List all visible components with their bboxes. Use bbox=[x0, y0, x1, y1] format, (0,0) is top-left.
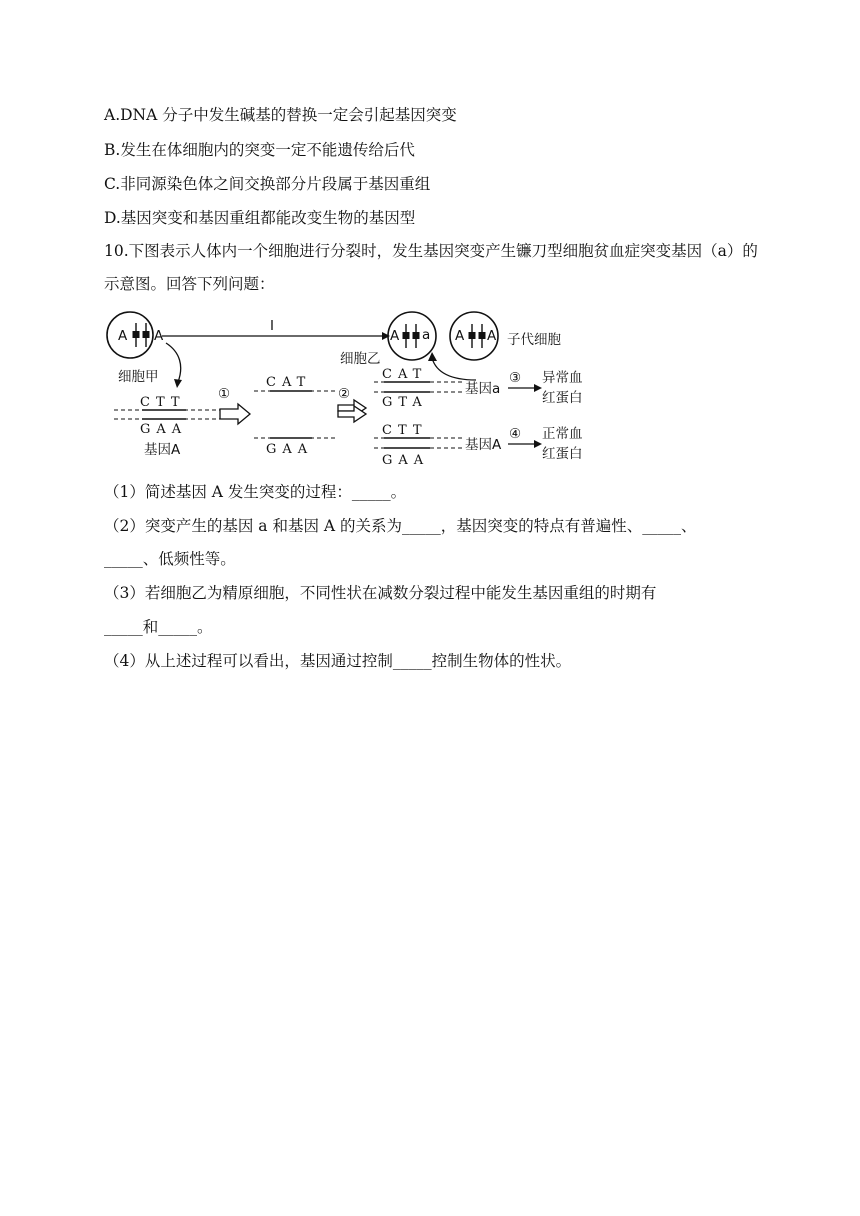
normal-hemoglobin-2: 红蛋白 bbox=[542, 446, 583, 462]
original-bottom-strand: GAA bbox=[140, 422, 188, 437]
separated-top-strand: CAT bbox=[266, 375, 312, 390]
curved-arrow-icon bbox=[166, 343, 181, 382]
step-3: ③ bbox=[509, 370, 522, 386]
hollow-arrow-icon bbox=[220, 404, 250, 424]
allele-A-4: A bbox=[455, 328, 465, 344]
allele-A-2: A bbox=[154, 328, 164, 344]
step-4: ④ bbox=[509, 426, 522, 442]
option-c: C.非同源染色体之间交换部分片段属于基因重组 bbox=[104, 175, 431, 193]
cell-yi-label: 细胞乙 bbox=[340, 351, 381, 367]
allele-A-5: A bbox=[487, 328, 497, 344]
sub-question-3-line-1: （3）若细胞乙为精原细胞，不同性状在减数分裂过程中能发生基因重组的时期有 bbox=[104, 584, 657, 602]
separated-bottom-strand: GAA bbox=[266, 442, 314, 457]
sub-question-2-line-1: （2）突变产生的基因 a 和基因 A 的关系为_____，基因突变的特点有普遍性、_____、 bbox=[104, 517, 697, 535]
arrow-I-label: Ⅰ bbox=[270, 318, 274, 334]
normal-top-strand: CTT bbox=[382, 423, 428, 438]
option-d: D.基因突变和基因重组都能改变生物的基因型 bbox=[104, 209, 416, 227]
step-1: ① bbox=[218, 386, 231, 402]
cell-jia-label: 细胞甲 bbox=[118, 369, 159, 385]
mutated-bottom-strand: GTA bbox=[382, 395, 428, 410]
daughter-cell-label: 子代细胞 bbox=[507, 332, 561, 348]
option-b: B.发生在体细胞内的突变一定不能遗传给后代 bbox=[104, 141, 415, 159]
abnormal-hemoglobin-1: 异常血 bbox=[542, 370, 583, 386]
allele-a: a bbox=[422, 327, 431, 343]
gene-A-right-label: 基因A bbox=[465, 437, 502, 453]
gene-a-label: 基因a bbox=[465, 381, 501, 397]
abnormal-hemoglobin-2: 红蛋白 bbox=[542, 390, 583, 406]
question-10-stem: 10.下图表示人体内一个细胞进行分裂时，发生基因突变产生镰刀型细胞贫血症突变基因（a）的示意图。回答下列问题： bbox=[104, 242, 758, 293]
normal-bottom-strand: GAA bbox=[382, 453, 430, 468]
mutated-top-strand: CAT bbox=[382, 367, 428, 382]
gene-A-label: 基因A bbox=[144, 442, 181, 458]
allele-A-3: A bbox=[390, 328, 400, 344]
gene-mutation-diagram bbox=[104, 306, 604, 474]
step-2: ② bbox=[338, 386, 351, 402]
original-top-strand: CTT bbox=[140, 395, 186, 410]
sub-question-2-line-2: _____、低频性等。 bbox=[104, 550, 236, 568]
sub-question-4: （4）从上述过程可以看出，基因通过控制_____控制生物体的性状。 bbox=[104, 652, 572, 670]
allele-A-1: A bbox=[118, 328, 128, 344]
sub-question-1: （1）简述基因 A 发生突变的过程：_____。 bbox=[104, 483, 407, 501]
option-a: A.DNA 分子中发生碱基的替换一定会引起基因突变 bbox=[104, 106, 457, 124]
sub-question-3-line-2: _____和_____。 bbox=[104, 618, 213, 636]
normal-hemoglobin-1: 正常血 bbox=[542, 426, 583, 442]
return-arrow-icon bbox=[432, 358, 476, 380]
